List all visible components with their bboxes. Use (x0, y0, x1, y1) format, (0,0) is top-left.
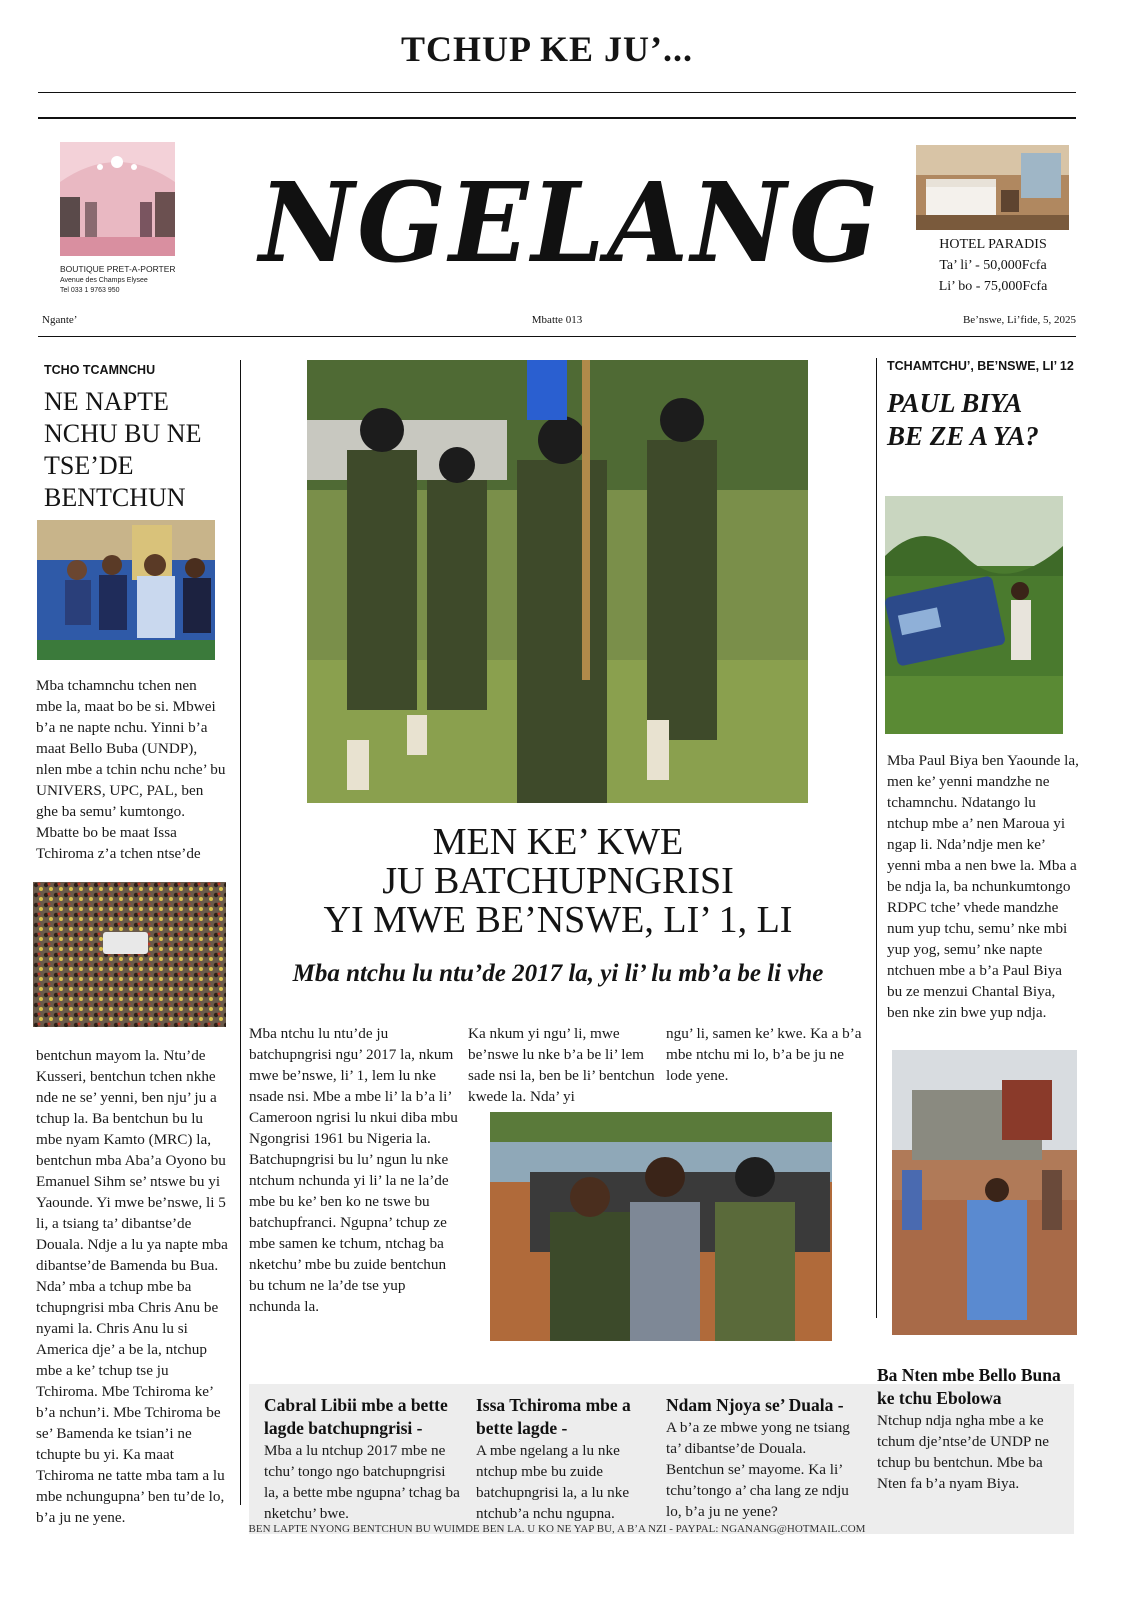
hotel-ad-line1: Ta’ li’ - 50,000Fcfa (939, 258, 1047, 273)
lead-column-a: Mba ntchu lu ntu’de ju batchupngrisi ngu’ 2017 la, nkum mwe be’nswe, li’ 1, lem lu nke nsade nsi. Mbe a mbe li’ la b’a li’ Cameroon ngrisi lu nkui diba mbu Ngongrisi 1961 bu Nigeria la. Batchupngrisi bu lu’ ngun lu nke ntchum nchunda yi li’ la ne la’de mbe bu ke’ ben ko ne tswe bu batchupfranci. Ngupna’ tchup ze mbe samen ke tchum, ntchag ba nketchu’ mbe bu zuide bentchun bu tchum ne la’de tse yup nchunda la. (249, 1025, 458, 1315)
left-kicker: TCHO TCAMNCHU (44, 363, 156, 377)
top-title: TCHUP KE JU’... (400, 29, 693, 69)
boutique-ad-image (60, 142, 175, 256)
right-photo-crashed-car (885, 496, 1063, 734)
teaser-4[interactable] (877, 1364, 1067, 1494)
teaser-1-title: Cabral Libii mbe a bette lagde batchupngrisi - (264, 1395, 448, 1438)
left-photo-officials (37, 520, 215, 660)
top-rule-thick (38, 117, 1076, 119)
teaser-2-text: A mbe ngelang a lu nke ntchup mbe bu zuide batchupngrisi la, a lu nke ntchub’a nchu ngupna. (476, 1442, 630, 1522)
left-para-1: Mba tchamnchu tchen nen mbe la, maat bo be si. Mbwei b’a ne napte nchu. Yinni b’a maat Bello Buba (UNDP), nlen mbe a tchin nchu nche’ bu UNIVERS, UPC, PAL, ben ghe ba semu’ kumtongo. Mbatte bo be maat Issa Tchiroma z’a tchen ntse’de (36, 677, 226, 862)
lead-column-b: Ka nkum yi ngu’ li, mwe be’nswe lu nke b’a be li’ lem sade nsi la, ben be li’ bentchun kwede la. Nda’ yi (468, 1025, 655, 1105)
lead-deck: Mba ntchu lu ntu’de 2017 la, yi li’ lu mb’a be li vhe (292, 960, 824, 987)
teaser-3-title: Ndam Njoya se’ Duala - (666, 1395, 844, 1415)
top-rule-thin (38, 92, 1076, 93)
lead-headline-line2: JU BATCHUPNGRISI (382, 860, 734, 902)
right-kicker: TCHAMTCHU’, BE’NSWE, LI’ 12 (887, 359, 1074, 373)
right-column-divider (876, 358, 877, 1318)
left-headline: NE NAPTE NCHU BU NE TSE’DE BENTCHUN (44, 387, 202, 512)
dateline-rule (38, 336, 1076, 337)
lead-headline-line1: MEN KE’ KWE (432, 821, 684, 863)
left-para-2: bentchun mayom la. Ntu’de Kusseri, bentchun tchen nkhe nde ne se’ yenni, ben nju’ ju a tchup la. Ba bentchun bu lu mbe nyam Kamto (MRC) la, bentchun mba Aba’a Oyono bu Emanuel Sihm se’ ntswe bu yi Yaounde. Yi mwe be’nswe, li 5 li, a tsiang ta’ dibantse’de Douala. Ndje a lu ya napte mba dibantse’de Bamenda bu Bua. Nda’ mba a tchup mbe ba tchupngrisi mba Chris Anu be nyami la. Chris Anu lu si America dje’ a be la, ntchup mbe a ke’ tchup tse ju Tchiroma. Mbe Tchiroma ke’ b’a nchun’i. Mbe Tchiroma be se’ Bamenda ke tsian’i ne tchupte bu yi. Ka maat Tchiroma ne tatte mba tam a lu mbe nchungupna’ ben tu’de lo, b’a ju ne yene. (36, 1047, 228, 1526)
hotel-ad-image (916, 145, 1069, 230)
teaser-4-title: Ba Nten mbe Bello Buna ke tchu Ebolowa (877, 1365, 1061, 1408)
teaser-2-title: Issa Tchiroma mbe a bette lagde - (476, 1395, 631, 1438)
center-lead-photo-soldiers (307, 360, 808, 803)
left-column-divider (240, 360, 241, 1505)
footer-notice: BEN LAPTE NYONG BENTCHUN BU WUIMDE BEN LA. U KO NE YAP BU, A B’A NZI - PAYPAL: NGANANG@HOTMAIL.COM (248, 1523, 866, 1535)
teaser-1[interactable] (264, 1394, 464, 1524)
boutique-ad-phone: Tel 033 1 9763 950 (60, 287, 120, 294)
teaser-2[interactable] (476, 1394, 656, 1524)
right-headline: PAUL BIYA BE ZE A YA? (887, 388, 1039, 451)
dateline-left: Ngante’ (42, 314, 78, 326)
teaser-4-text: Ntchup ndja ngha mbe a ke tchum dje’ntse’de UNDP ne tchup bu bentchun. Mbe ba Nten fa b’a nyam Biya. (877, 1412, 1049, 1492)
left-photo-crowd (33, 882, 226, 1027)
right-photo-street (892, 1050, 1077, 1335)
masthead: NGELANG (259, 157, 881, 288)
center-photo-minister (490, 1112, 832, 1341)
hotel-ad-line2: Li’ bo - 75,000Fcfa (938, 279, 1048, 294)
teaser-3-text: A b’a ze mbwe yong ne tsiang ta’ dibantse’de Douala. Bentchun se’ mayome. Ka li’ tchu’tongo a’ cha lang ze ndju lo, b’a ju ne yene? (666, 1419, 850, 1520)
hotel-ad-name: HOTEL PARADIS (939, 237, 1047, 252)
teaser-1-text: Mba a lu ntchup 2017 mbe ne tchu’ tongo ngo batchupngrisi la, a bette mbe ngupna’ tchag ba nketchu’ bwe. (264, 1442, 460, 1522)
boutique-ad-address: Avenue des Champs Elysee (60, 277, 148, 284)
dateline-right: Be’nswe, Li’fide, 5, 2025 (962, 314, 1076, 326)
dateline-center: Mbatte 013 (531, 314, 583, 326)
lead-headline-line3: YI MWE BE’NSWE, LI’ 1, LI (323, 899, 793, 941)
teaser-3[interactable] (666, 1394, 864, 1522)
boutique-ad-name: BOUTIQUE PRET-A-PORTER (60, 264, 176, 274)
right-para: Mba Paul Biya ben Yaounde la, men ke’ yenni mandzhe ne tchamnchu. Ndatango lu ntchup mbe a’ nen Maroua yi ngap li. Nda’ndje men ke’ yenni mba a nen bwe la. Mba a be ndja la, ba nchunkumtongo RDPC tche’ vhede mandzhe num yup tchu, semu’ nke mbi yup yog, semu’ nke napte ntchuen mbe a b’a Paul Biya bu ze menzui Chantal Biya, ben nke zin bwe yup ndja. (887, 752, 1079, 1021)
lead-column-c: ngu’ li, samen ke’ kwe. Ka a b’a mbe ntchu mi lo, b’a be ju ne lode yene. (666, 1025, 862, 1084)
